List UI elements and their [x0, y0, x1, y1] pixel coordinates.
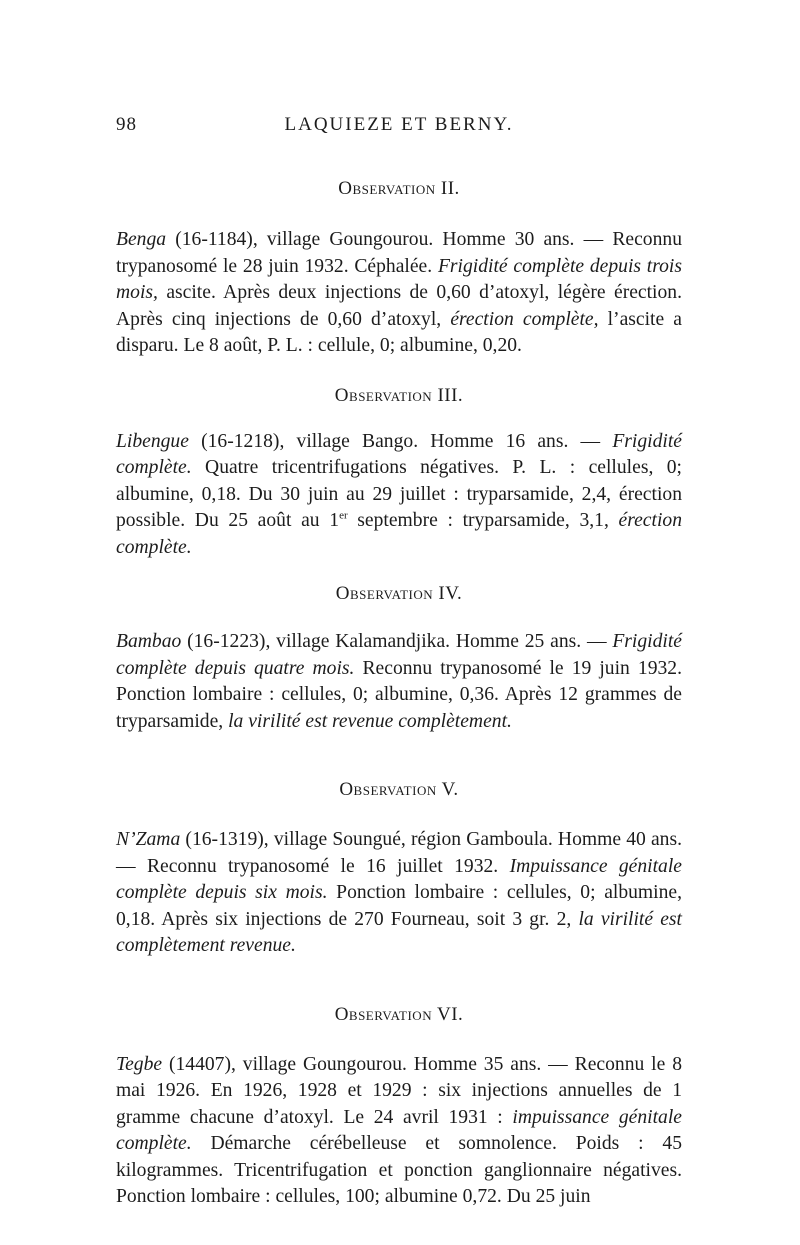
text-run: Ponction lombaire : cellules, 0; albumine, 0,18. Après six injections de 270 Fourneau, soit 3 gr. 2, [116, 882, 682, 930]
italic-phrase: Frigidité complète depuis trois mois, [116, 255, 682, 303]
observation-body [116, 227, 682, 360]
italic-phrase: Benga [116, 229, 167, 250]
running-title: LAQUIEZE ET BERNY. [284, 114, 514, 135]
text-run: (16-1319), village Soungué, région Gamboula. Homme 40 ans. — Reconnu trypanosomé le 16 juillet 1932. [116, 829, 682, 877]
text-run: Reconnu trypanosomé le 19 juin 1932. Ponction lombaire : cellules, 0; albumine, 0,36. Après 12 grammes de tryparsamide, [116, 657, 682, 732]
page-header [116, 100, 682, 140]
observation-title: Observation VI. [334, 1003, 464, 1025]
observation-title: Observation V. [339, 779, 459, 800]
italic-phrase: impuissance génitale complète. [116, 1106, 682, 1154]
observation-body [116, 429, 682, 562]
text-run: (14407), village Goungourou. Homme 35 ans. — Reconnu le 8 mai 1926. En 1926, 1928 et 1929 : six injections annuelles de 1 gramme chacune d’atoxyl. Le 24 avril 1931 : [116, 1053, 682, 1128]
text-run: (16-1184), village Goungourou. Homme 30 ans. — Reconnu trypanosomé le 28 juin 1932. Céphalée. [116, 229, 682, 277]
italic-phrase: la virilité est complètement revenue. [116, 908, 682, 956]
text-run: (16-1218), village Bango. Homme 16 ans. — [188, 430, 613, 452]
italic-phrase: érection complète, [450, 308, 599, 330]
page-number: 98 [116, 114, 137, 135]
text-run: ascite. Après deux injections de 0,60 d’atoxyl, légère érection. Après cinq injections de 0,60 d’atoxyl, [116, 282, 682, 330]
text-run: Démarche cérébelleuse et somnolence. Poids : 45 kilogrammes. Tricentrifugation et ponction ganglionnaire négatives. Ponction lombaire : cellules, 100; albumine 0,72. Du 25 juin [116, 1133, 682, 1207]
superscript: er [339, 509, 348, 522]
italic-phrase: érection complète. [116, 510, 682, 558]
italic-phrase: Tegbe [116, 1053, 163, 1075]
italic-phrase: la virilité est revenue complètement. [228, 710, 512, 732]
text-run: septembre : tryparsamide, 3,1, [347, 510, 619, 531]
observation-title: Observation IV. [335, 583, 463, 604]
observation-title: Observation II. [338, 178, 460, 199]
observation-body [116, 1052, 682, 1211]
italic-phrase: Frigidité complète depuis quatre mois. [116, 631, 682, 679]
italic-phrase: N’Zama [116, 829, 181, 850]
italic-phrase: Bambao [116, 631, 182, 652]
text-run: l’ascite a disparu. Le 8 août, P. L. : cellule, 0; albumine, 0,20. [116, 308, 682, 356]
italic-phrase: Impuissance génitale complète depuis six mois. [116, 855, 682, 903]
observation-title: Observation III. [334, 384, 464, 406]
observation-body [116, 827, 682, 960]
text-run: (16-1223), village Kalamandjika. Homme 25 ans. — [181, 631, 613, 652]
document-page [116, 100, 682, 1211]
observation-body [116, 629, 682, 735]
text-run: Quatre tricentrifugations négatives. P. L. : cellules, 0; albumine, 0,18. Du 30 juin au 29 juillet : tryparsamide, 2,4, érection possible. Du 25 août au 1 [116, 457, 682, 531]
italic-phrase: Libengue [116, 430, 189, 452]
italic-phrase: Frigidité complète. [116, 430, 682, 478]
